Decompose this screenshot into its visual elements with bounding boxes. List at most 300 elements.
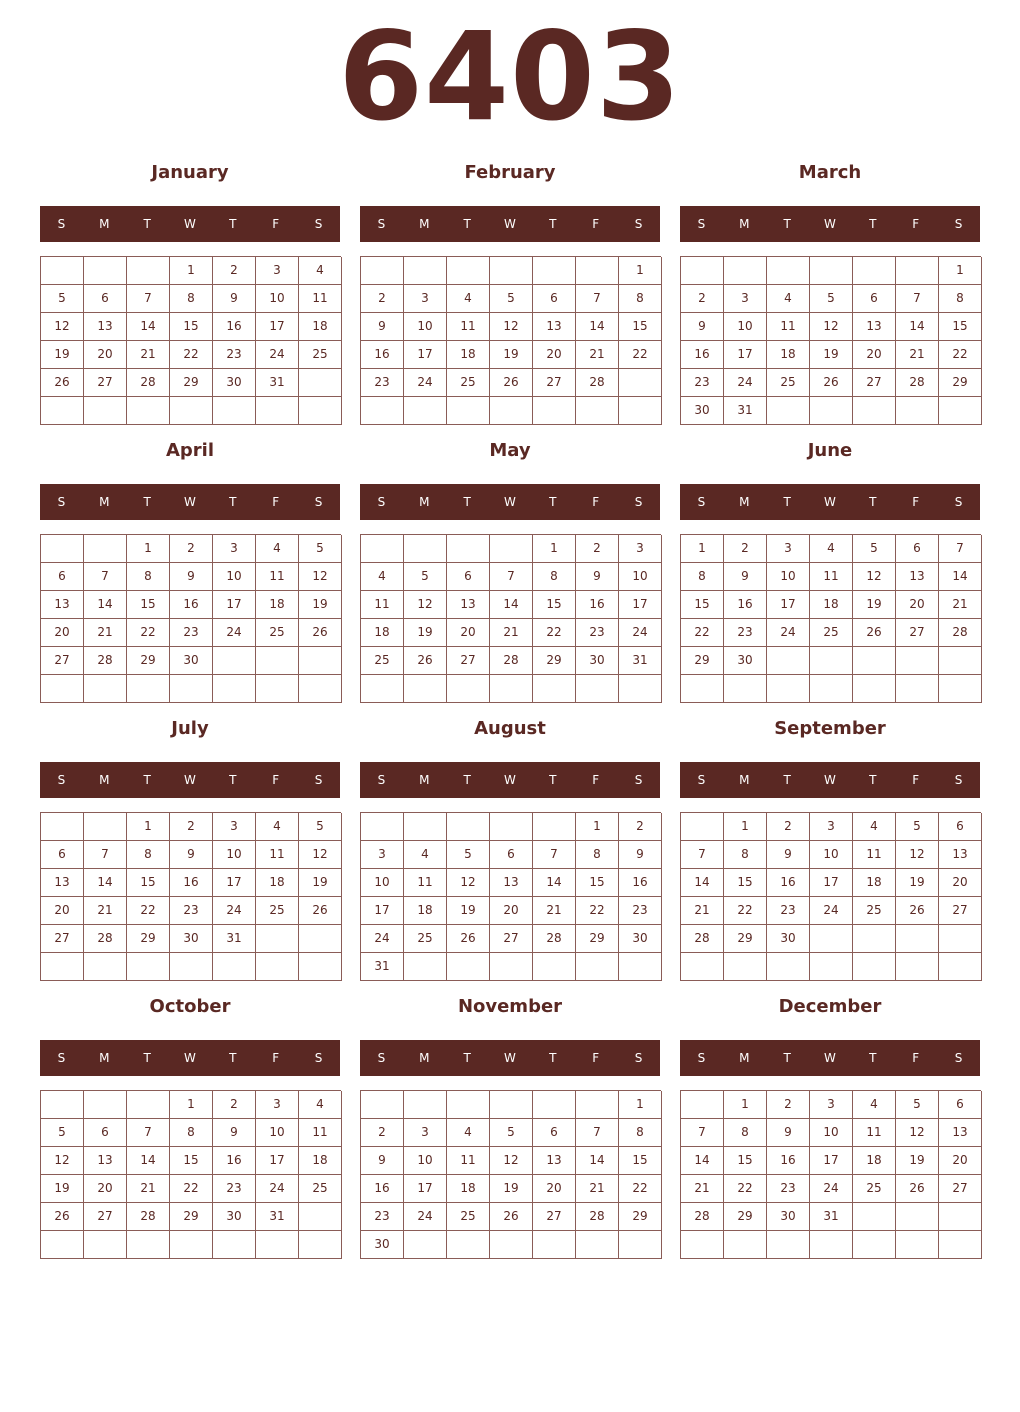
day-cell: 29 [681, 647, 724, 675]
day-cell: 25 [256, 619, 299, 647]
day-cell: 18 [853, 869, 896, 897]
day-cell: 16 [724, 591, 767, 619]
day-cell: 15 [127, 869, 170, 897]
empty-day-cell [681, 813, 724, 841]
day-cell: 28 [490, 647, 533, 675]
days-grid [680, 812, 981, 981]
day-cell: 8 [533, 563, 576, 591]
empty-day-cell [619, 1231, 662, 1259]
day-cell: 11 [404, 869, 447, 897]
empty-day-cell [447, 1231, 490, 1259]
empty-day-cell [724, 953, 767, 981]
day-cell: 5 [41, 285, 84, 313]
day-cell: 3 [810, 1091, 853, 1119]
day-cell: 3 [810, 813, 853, 841]
day-cell: 30 [213, 369, 256, 397]
day-cell: 5 [490, 1119, 533, 1147]
day-cell: 7 [681, 1119, 724, 1147]
weekday-label: M [739, 495, 750, 509]
day-cell: 9 [724, 563, 767, 591]
day-cell: 26 [447, 925, 490, 953]
empty-day-cell [84, 535, 127, 563]
day-cell: 19 [896, 1147, 939, 1175]
day-cell: 19 [299, 591, 342, 619]
day-cell: 26 [853, 619, 896, 647]
day-cell: 25 [299, 1175, 342, 1203]
day-cell: 24 [724, 369, 767, 397]
empty-day-cell [361, 1091, 404, 1119]
day-cell: 10 [256, 285, 299, 313]
empty-day-cell [84, 1231, 127, 1259]
day-cell: 17 [213, 591, 256, 619]
day-cell: 17 [724, 341, 767, 369]
day-cell: 17 [619, 591, 662, 619]
day-cell: 2 [576, 535, 619, 563]
day-cell: 29 [939, 369, 982, 397]
weekday-label: F [592, 1051, 600, 1065]
day-cell: 19 [404, 619, 447, 647]
empty-day-cell [84, 953, 127, 981]
day-cell: 29 [170, 369, 213, 397]
day-cell: 27 [939, 897, 982, 925]
day-cell: 7 [939, 535, 982, 563]
day-cell: 9 [213, 285, 256, 313]
weekday-label: M [99, 1051, 110, 1065]
day-cell: 16 [681, 341, 724, 369]
day-cell: 28 [533, 925, 576, 953]
empty-day-cell [533, 397, 576, 425]
day-cell: 24 [361, 925, 404, 953]
day-cell: 9 [576, 563, 619, 591]
days-grid [360, 534, 661, 703]
empty-day-cell [767, 397, 810, 425]
day-cell: 8 [724, 1119, 767, 1147]
day-cell: 24 [619, 619, 662, 647]
day-cell: 18 [256, 591, 299, 619]
weekday-label: T [549, 773, 557, 787]
empty-day-cell [619, 675, 662, 703]
day-cell: 12 [404, 591, 447, 619]
day-cell: 3 [256, 257, 299, 285]
empty-day-cell [447, 1091, 490, 1119]
weekday-label: M [99, 773, 110, 787]
weekday-label: M [739, 1051, 750, 1065]
day-cell: 13 [896, 563, 939, 591]
day-cell: 2 [767, 813, 810, 841]
day-cell: 17 [767, 591, 810, 619]
day-cell: 2 [170, 813, 213, 841]
day-cell: 19 [490, 1175, 533, 1203]
day-cell: 15 [170, 313, 213, 341]
day-cell: 10 [404, 1147, 447, 1175]
weekday-label: S [634, 1051, 643, 1065]
empty-day-cell [533, 675, 576, 703]
empty-day-cell [127, 257, 170, 285]
day-cell: 24 [256, 341, 299, 369]
empty-day-cell [810, 257, 853, 285]
empty-day-cell [41, 953, 84, 981]
day-cell: 10 [213, 563, 256, 591]
day-cell: 14 [681, 869, 724, 897]
empty-day-cell [533, 257, 576, 285]
day-cell: 22 [533, 619, 576, 647]
weekday-label: S [377, 217, 386, 231]
weekday-label: T [143, 773, 151, 787]
day-cell: 24 [256, 1175, 299, 1203]
day-cell: 28 [576, 1203, 619, 1231]
day-cell: 25 [853, 897, 896, 925]
weekday-label: S [57, 1051, 66, 1065]
day-cell: 18 [447, 341, 490, 369]
weekday-header [40, 1040, 340, 1076]
day-cell: 23 [576, 619, 619, 647]
day-cell: 12 [299, 563, 342, 591]
empty-day-cell [939, 925, 982, 953]
day-cell: 5 [299, 535, 342, 563]
weekday-label: W [504, 1051, 516, 1065]
empty-day-cell [213, 1231, 256, 1259]
day-cell: 8 [619, 285, 662, 313]
empty-day-cell [533, 1231, 576, 1259]
day-cell: 6 [41, 841, 84, 869]
weekday-label: W [824, 1051, 836, 1065]
day-cell: 20 [84, 341, 127, 369]
empty-day-cell [84, 1091, 127, 1119]
day-cell: 18 [299, 1147, 342, 1175]
day-cell: 1 [619, 257, 662, 285]
empty-day-cell [490, 257, 533, 285]
day-cell: 24 [213, 897, 256, 925]
weekday-label: F [272, 495, 280, 509]
weekday-label: S [954, 495, 963, 509]
day-cell: 15 [939, 313, 982, 341]
day-cell: 26 [490, 1203, 533, 1231]
empty-day-cell [853, 925, 896, 953]
day-cell: 10 [213, 841, 256, 869]
day-cell: 10 [361, 869, 404, 897]
day-cell: 11 [299, 285, 342, 313]
day-cell: 6 [939, 1091, 982, 1119]
day-cell: 7 [490, 563, 533, 591]
day-cell: 25 [361, 647, 404, 675]
day-cell: 30 [767, 1203, 810, 1231]
day-cell: 23 [767, 897, 810, 925]
empty-day-cell [896, 1231, 939, 1259]
day-cell: 23 [681, 369, 724, 397]
empty-day-cell [576, 953, 619, 981]
day-cell: 30 [361, 1231, 404, 1259]
day-cell: 23 [767, 1175, 810, 1203]
day-cell: 8 [939, 285, 982, 313]
empty-day-cell [810, 953, 853, 981]
month-name: June [807, 440, 853, 461]
weekday-header [680, 206, 980, 242]
empty-day-cell [853, 397, 896, 425]
empty-day-cell [447, 257, 490, 285]
empty-day-cell [896, 675, 939, 703]
day-cell: 11 [447, 1147, 490, 1175]
empty-day-cell [256, 397, 299, 425]
day-cell: 25 [256, 897, 299, 925]
day-cell: 13 [490, 869, 533, 897]
day-cell: 30 [170, 647, 213, 675]
month-name: May [489, 440, 531, 461]
day-cell: 15 [170, 1147, 213, 1175]
empty-day-cell [896, 647, 939, 675]
day-cell: 6 [41, 563, 84, 591]
day-cell: 1 [939, 257, 982, 285]
day-cell: 4 [767, 285, 810, 313]
weekday-label: F [272, 1051, 280, 1065]
weekday-label: T [783, 217, 791, 231]
empty-day-cell [447, 535, 490, 563]
weekday-label: F [272, 217, 280, 231]
day-cell: 9 [361, 313, 404, 341]
day-cell: 2 [213, 1091, 256, 1119]
empty-day-cell [810, 675, 853, 703]
day-cell: 26 [810, 369, 853, 397]
weekday-label: W [184, 773, 196, 787]
day-cell: 31 [619, 647, 662, 675]
empty-day-cell [724, 257, 767, 285]
empty-day-cell [810, 397, 853, 425]
weekday-label: F [912, 1051, 920, 1065]
day-cell: 29 [170, 1203, 213, 1231]
day-cell: 15 [127, 591, 170, 619]
empty-day-cell [299, 397, 342, 425]
empty-day-cell [681, 953, 724, 981]
day-cell: 20 [447, 619, 490, 647]
weekday-header [40, 762, 340, 798]
day-cell: 10 [404, 313, 447, 341]
day-cell: 13 [533, 1147, 576, 1175]
day-cell: 19 [853, 591, 896, 619]
empty-day-cell [576, 1231, 619, 1259]
day-cell: 11 [299, 1119, 342, 1147]
weekday-label: T [229, 495, 237, 509]
empty-day-cell [127, 397, 170, 425]
day-cell: 25 [447, 369, 490, 397]
month-name: January [151, 162, 229, 183]
weekday-label: F [912, 217, 920, 231]
empty-day-cell [41, 813, 84, 841]
empty-day-cell [810, 1231, 853, 1259]
empty-day-cell [576, 257, 619, 285]
day-cell: 25 [853, 1175, 896, 1203]
empty-day-cell [170, 397, 213, 425]
empty-day-cell [299, 675, 342, 703]
day-cell: 29 [533, 647, 576, 675]
weekday-header [360, 484, 660, 520]
day-cell: 21 [127, 341, 170, 369]
day-cell: 21 [681, 897, 724, 925]
month-name: November [457, 996, 563, 1017]
empty-day-cell [170, 675, 213, 703]
day-cell: 19 [447, 897, 490, 925]
day-cell: 20 [84, 1175, 127, 1203]
day-cell: 17 [404, 1175, 447, 1203]
empty-day-cell [681, 1091, 724, 1119]
weekday-label: S [314, 1051, 323, 1065]
day-cell: 13 [939, 841, 982, 869]
empty-day-cell [767, 257, 810, 285]
day-cell: 7 [576, 285, 619, 313]
day-cell: 16 [170, 591, 213, 619]
day-cell: 28 [84, 647, 127, 675]
weekday-label: W [184, 217, 196, 231]
day-cell: 4 [299, 257, 342, 285]
empty-day-cell [299, 953, 342, 981]
day-cell: 13 [84, 1147, 127, 1175]
day-cell: 15 [724, 1147, 767, 1175]
weekday-label: T [463, 773, 471, 787]
day-cell: 3 [213, 535, 256, 563]
empty-day-cell [361, 675, 404, 703]
day-cell: 20 [939, 1147, 982, 1175]
day-cell: 4 [299, 1091, 342, 1119]
empty-day-cell [404, 257, 447, 285]
day-cell: 13 [447, 591, 490, 619]
day-cell: 17 [361, 897, 404, 925]
day-cell: 21 [490, 619, 533, 647]
empty-day-cell [84, 257, 127, 285]
day-cell: 2 [767, 1091, 810, 1119]
weekday-label: W [504, 217, 516, 231]
weekday-label: W [504, 773, 516, 787]
month-name: July [171, 718, 209, 739]
empty-day-cell [490, 1231, 533, 1259]
day-cell: 2 [724, 535, 767, 563]
weekday-label: T [463, 495, 471, 509]
weekday-label: S [634, 773, 643, 787]
day-cell: 24 [404, 1203, 447, 1231]
day-cell: 27 [84, 1203, 127, 1231]
day-cell: 9 [767, 841, 810, 869]
day-cell: 25 [810, 619, 853, 647]
empty-day-cell [447, 953, 490, 981]
weekday-label: S [634, 217, 643, 231]
day-cell: 12 [810, 313, 853, 341]
empty-day-cell [127, 953, 170, 981]
day-cell: 8 [724, 841, 767, 869]
weekday-header [360, 762, 660, 798]
weekday-label: F [912, 773, 920, 787]
day-cell: 11 [853, 841, 896, 869]
weekday-label: S [314, 773, 323, 787]
day-cell: 26 [490, 369, 533, 397]
weekday-label: T [229, 773, 237, 787]
day-cell: 5 [810, 285, 853, 313]
day-cell: 5 [896, 1091, 939, 1119]
empty-day-cell [256, 925, 299, 953]
empty-day-cell [299, 369, 342, 397]
day-cell: 13 [533, 313, 576, 341]
day-cell: 26 [299, 897, 342, 925]
day-cell: 12 [896, 1119, 939, 1147]
month-name: September [774, 718, 886, 739]
day-cell: 12 [299, 841, 342, 869]
day-cell: 24 [404, 369, 447, 397]
day-cell: 1 [724, 813, 767, 841]
weekday-label: F [592, 217, 600, 231]
empty-day-cell [896, 257, 939, 285]
empty-day-cell [490, 397, 533, 425]
day-cell: 5 [490, 285, 533, 313]
day-cell: 3 [256, 1091, 299, 1119]
empty-day-cell [681, 675, 724, 703]
day-cell: 24 [810, 897, 853, 925]
day-cell: 16 [767, 869, 810, 897]
day-cell: 28 [127, 369, 170, 397]
empty-day-cell [299, 647, 342, 675]
weekday-label: S [954, 217, 963, 231]
day-cell: 26 [896, 897, 939, 925]
day-cell: 12 [41, 313, 84, 341]
weekday-label: T [463, 217, 471, 231]
empty-day-cell [810, 925, 853, 953]
day-cell: 21 [127, 1175, 170, 1203]
day-cell: 26 [896, 1175, 939, 1203]
day-cell: 30 [681, 397, 724, 425]
year-title: 6403 [338, 6, 682, 148]
day-cell: 9 [361, 1147, 404, 1175]
empty-day-cell [767, 647, 810, 675]
empty-day-cell [213, 397, 256, 425]
day-cell: 23 [619, 897, 662, 925]
day-cell: 6 [84, 285, 127, 313]
day-cell: 20 [939, 869, 982, 897]
empty-day-cell [447, 397, 490, 425]
day-cell: 3 [361, 841, 404, 869]
day-cell: 22 [170, 1175, 213, 1203]
empty-day-cell [361, 257, 404, 285]
day-cell: 14 [939, 563, 982, 591]
day-cell: 22 [170, 341, 213, 369]
day-cell: 4 [447, 285, 490, 313]
day-cell: 27 [853, 369, 896, 397]
weekday-label: F [912, 495, 920, 509]
empty-day-cell [41, 1091, 84, 1119]
day-cell: 22 [127, 897, 170, 925]
month-name: February [464, 162, 556, 183]
weekday-label: F [592, 495, 600, 509]
weekday-label: M [739, 217, 750, 231]
weekday-header [360, 1040, 660, 1076]
day-cell: 12 [490, 1147, 533, 1175]
weekday-label: S [57, 495, 66, 509]
day-cell: 19 [299, 869, 342, 897]
day-cell: 7 [84, 563, 127, 591]
weekday-label: S [697, 217, 706, 231]
weekday-label: T [229, 217, 237, 231]
day-cell: 17 [404, 341, 447, 369]
weekday-label: S [377, 773, 386, 787]
day-cell: 20 [41, 619, 84, 647]
day-cell: 14 [127, 1147, 170, 1175]
weekday-header [40, 206, 340, 242]
day-cell: 25 [404, 925, 447, 953]
day-cell: 18 [361, 619, 404, 647]
days-grid [360, 812, 661, 981]
day-cell: 7 [681, 841, 724, 869]
day-cell: 1 [127, 813, 170, 841]
empty-day-cell [619, 369, 662, 397]
day-cell: 1 [681, 535, 724, 563]
day-cell: 26 [299, 619, 342, 647]
day-cell: 1 [619, 1091, 662, 1119]
day-cell: 21 [533, 897, 576, 925]
empty-day-cell [41, 397, 84, 425]
